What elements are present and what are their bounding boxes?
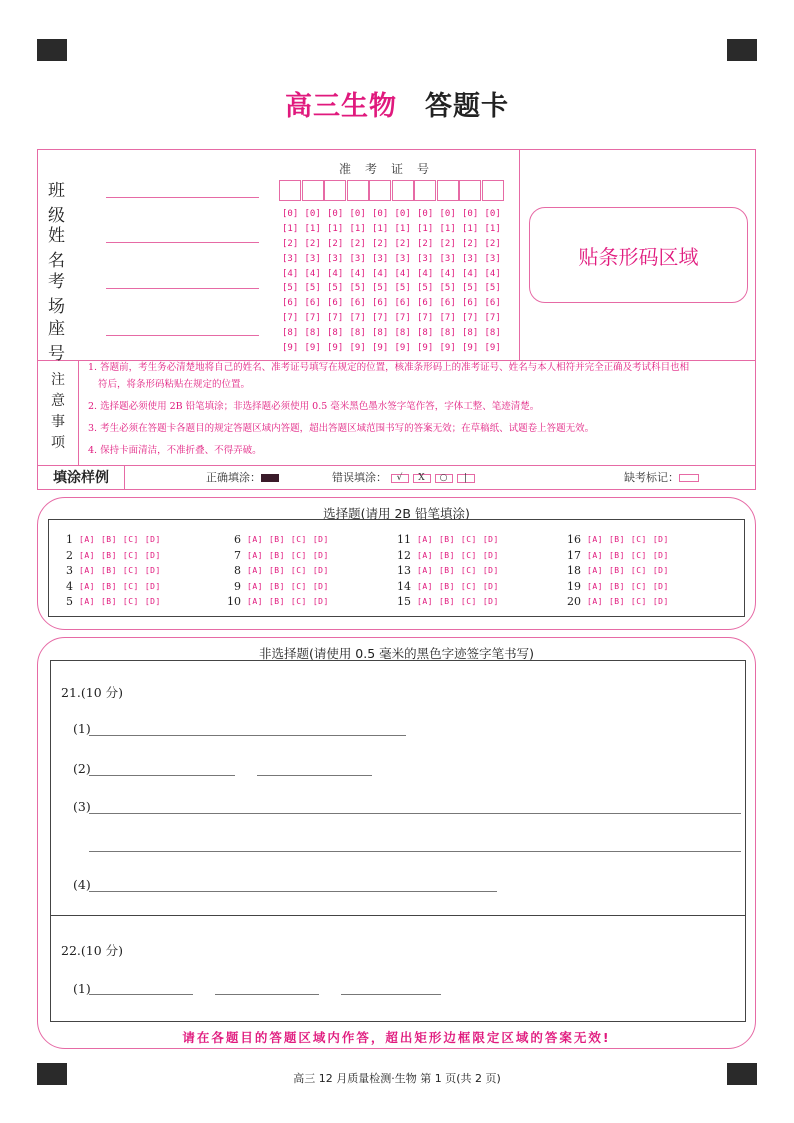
title-card: 答题卡 xyxy=(425,91,509,122)
q21-part-2-answer-line-b[interactable] xyxy=(257,775,372,776)
choice-question-row xyxy=(225,579,335,595)
digit-bubble[interactable]: [6] xyxy=(282,298,299,309)
digit-bubble[interactable]: [8] xyxy=(282,328,299,339)
option-bubble[interactable]: [C] xyxy=(460,597,477,607)
name-label: 姓 名 xyxy=(48,226,79,271)
answer-area-warning: 请在各题目的答题区域内作答，超出矩形边框限定区域的答案无效! xyxy=(182,1030,611,1045)
choice-question-row xyxy=(565,563,675,579)
question-number: 6 xyxy=(234,533,241,547)
exam-number-digit-row xyxy=(282,296,507,311)
option-bubble[interactable]: [D] xyxy=(482,550,499,560)
non-choice-answer-area xyxy=(50,660,746,1022)
option-bubble[interactable]: [D] xyxy=(482,581,499,591)
page-footer: 高三 12 月质量检测·生物 第 1 页(共 2 页) xyxy=(293,1072,501,1085)
digit-bubble[interactable]: [5] xyxy=(439,283,456,294)
header-box xyxy=(37,149,756,490)
question-divider xyxy=(51,915,745,916)
digit-bubble[interactable]: [3] xyxy=(417,253,434,264)
option-bubble[interactable]: [C] xyxy=(630,566,647,576)
digit-bubble[interactable]: [9] xyxy=(282,343,299,354)
notes-label-char: 意 xyxy=(51,393,65,409)
choice-question-row xyxy=(395,532,505,548)
option-bubble[interactable]: [A] xyxy=(417,550,433,560)
bar-mark-icon: | xyxy=(457,474,475,483)
option-bubble[interactable]: [D] xyxy=(652,535,669,545)
digit-bubble[interactable]: [2] xyxy=(304,238,321,249)
digit-bubble[interactable]: [1] xyxy=(394,223,411,234)
option-bubble[interactable]: [C] xyxy=(290,535,307,545)
option-bubble[interactable]: [C] xyxy=(630,535,647,545)
digit-bubble[interactable]: [8] xyxy=(304,328,321,339)
digit-bubble[interactable]: [4] xyxy=(327,268,344,279)
option-bubble[interactable]: [C] xyxy=(122,581,139,591)
digit-bubble[interactable]: [9] xyxy=(327,343,344,354)
choice-column xyxy=(57,532,167,610)
seat-field[interactable] xyxy=(48,314,268,364)
option-bubble[interactable]: [B] xyxy=(438,535,455,545)
option-bubble[interactable]: [C] xyxy=(290,566,307,576)
option-bubble[interactable]: [D] xyxy=(144,550,161,560)
choice-question-row xyxy=(225,532,335,548)
option-bubble[interactable]: [B] xyxy=(438,566,455,576)
digit-bubble[interactable]: [9] xyxy=(462,343,479,354)
q21-part-2-label: (2) xyxy=(73,761,91,776)
question-number: 16 xyxy=(567,533,581,547)
digit-bubble[interactable]: [1] xyxy=(484,223,501,234)
exam-number-digit-row xyxy=(282,326,507,341)
option-bubble[interactable]: [B] xyxy=(438,550,455,560)
q21-part-4-answer-line[interactable] xyxy=(89,891,497,892)
question-number: 20 xyxy=(567,595,581,609)
digit-bubble[interactable]: [8] xyxy=(439,328,456,339)
q21-part-1-answer-line[interactable] xyxy=(89,735,406,736)
question-21-header: 21.(10 分) xyxy=(61,685,124,700)
q21-part-3-answer-line-b[interactable] xyxy=(89,851,741,852)
option-bubble[interactable]: [B] xyxy=(100,597,117,607)
digit-bubble[interactable]: [5] xyxy=(417,283,434,294)
option-bubble[interactable]: [B] xyxy=(268,581,285,591)
exam-number-digit-row xyxy=(282,252,507,267)
digit-bubble[interactable]: [3] xyxy=(327,253,344,264)
digit-bubble[interactable]: [4] xyxy=(394,268,411,279)
digit-bubble[interactable]: [6] xyxy=(349,298,366,309)
seat-label: 座 号 xyxy=(48,319,79,364)
digit-bubble[interactable]: [4] xyxy=(349,268,366,279)
name-field[interactable] xyxy=(48,221,268,271)
choice-question-row xyxy=(395,594,505,610)
option-bubble[interactable]: [B] xyxy=(438,597,455,607)
option-bubble[interactable]: [A] xyxy=(417,566,433,576)
digit-bubble[interactable]: [8] xyxy=(484,328,501,339)
question-number: 13 xyxy=(397,564,411,578)
option-bubble[interactable]: [C] xyxy=(460,581,477,591)
fill-example-label: 填涂样例 xyxy=(53,470,109,486)
option-bubble[interactable]: [C] xyxy=(630,597,647,607)
option-bubble[interactable]: [D] xyxy=(652,550,669,560)
option-bubble[interactable]: [A] xyxy=(79,597,95,607)
option-bubble[interactable]: [B] xyxy=(608,535,625,545)
digit-bubble[interactable]: [6] xyxy=(304,298,321,309)
question-number: 5 xyxy=(66,595,73,609)
digit-bubble[interactable]: [5] xyxy=(282,283,299,294)
digit-bubble[interactable]: [0] xyxy=(372,209,389,219)
option-bubble[interactable]: [A] xyxy=(247,566,263,576)
exam-number-digit-row xyxy=(282,281,507,296)
question-number: 19 xyxy=(567,579,581,593)
digit-bubble[interactable]: [8] xyxy=(417,328,434,339)
option-bubble[interactable]: [D] xyxy=(652,566,669,576)
choice-question-row xyxy=(565,548,675,564)
option-bubble[interactable]: [B] xyxy=(100,581,117,591)
notes-list xyxy=(88,362,752,467)
question-number: 4 xyxy=(66,579,73,593)
option-bubble[interactable]: [D] xyxy=(144,535,161,545)
option-bubble[interactable]: [D] xyxy=(312,535,329,545)
question-number: 15 xyxy=(397,595,411,609)
digit-bubble[interactable]: [6] xyxy=(327,298,344,309)
digit-bubble[interactable]: [2] xyxy=(372,238,389,249)
registration-mark-top-left xyxy=(37,39,67,61)
note-item: 1. 答题前，考生务必清楚地将自己的姓名、准考证号填写在规定的位置，核准条形码上的准考证号、姓名与本人相符并完全正确及考试科目也相 xyxy=(88,362,690,373)
digit-bubble[interactable]: [6] xyxy=(462,298,479,309)
title-subject: 高三生物 xyxy=(285,91,397,122)
option-bubble[interactable]: [B] xyxy=(268,535,285,545)
question-number: 3 xyxy=(66,564,73,578)
digit-bubble[interactable]: [7] xyxy=(417,313,434,324)
digit-bubble[interactable]: [0] xyxy=(462,209,479,219)
question-number: 1 xyxy=(66,533,73,547)
note-item: 3. 考生必须在答题卡各题目的规定答题区域内答题，超出答题区域范围书写的答案无效；在草稿纸、试题卷上答题无效。 xyxy=(88,423,595,434)
exam-number-bubbles[interactable] xyxy=(282,207,507,356)
option-bubble[interactable]: [D] xyxy=(144,566,161,576)
option-bubble[interactable]: [A] xyxy=(79,566,95,576)
choice-question-row xyxy=(225,594,335,610)
digit-bubble[interactable]: [0] xyxy=(417,209,434,219)
digit-bubble[interactable]: [9] xyxy=(304,343,321,354)
option-bubble[interactable]: [B] xyxy=(100,566,117,576)
option-bubble[interactable]: [A] xyxy=(587,535,603,545)
option-bubble[interactable]: [C] xyxy=(122,566,139,576)
question-number: 10 xyxy=(227,595,241,609)
option-bubble[interactable]: [C] xyxy=(460,535,477,545)
digit-bubble[interactable]: [1] xyxy=(282,223,299,234)
question-number: 9 xyxy=(234,579,241,593)
digit-bubble[interactable]: [5] xyxy=(349,283,366,294)
digit-bubble[interactable]: [5] xyxy=(304,283,321,294)
exam-number-title: 准考证号 xyxy=(338,162,443,176)
digit-bubble[interactable]: [3] xyxy=(394,253,411,264)
non-choice-section xyxy=(37,637,756,1049)
choice-section xyxy=(37,497,756,630)
circle-mark-icon: ○ xyxy=(435,474,453,483)
option-bubble[interactable]: [A] xyxy=(247,535,263,545)
digit-bubble[interactable]: [2] xyxy=(394,238,411,249)
choice-question-row xyxy=(57,594,167,610)
question-number: 11 xyxy=(397,533,411,547)
option-bubble[interactable]: [D] xyxy=(144,597,161,607)
absent-mark-field[interactable]: 缺考标记： xyxy=(624,466,699,490)
digit-bubble[interactable]: [1] xyxy=(372,223,389,234)
option-bubble[interactable]: [B] xyxy=(608,566,625,576)
digit-bubble[interactable]: [6] xyxy=(484,298,501,309)
digit-bubble[interactable]: [8] xyxy=(462,328,479,339)
solid-fill-mark xyxy=(261,474,279,482)
option-bubble[interactable]: [B] xyxy=(268,550,285,560)
digit-bubble[interactable]: [4] xyxy=(304,268,321,279)
option-bubble[interactable]: [B] xyxy=(268,566,285,576)
digit-bubble[interactable]: [7] xyxy=(349,313,366,324)
option-bubble[interactable]: [D] xyxy=(144,581,161,591)
digit-bubble[interactable]: [7] xyxy=(484,313,501,324)
digit-bubble[interactable]: [5] xyxy=(327,283,344,294)
option-bubble[interactable]: [D] xyxy=(482,597,499,607)
digit-bubble[interactable]: [4] xyxy=(484,268,501,279)
q21-part-3-label: (3) xyxy=(73,799,91,814)
option-bubble[interactable]: [D] xyxy=(312,581,329,591)
digit-bubble[interactable]: [4] xyxy=(462,268,479,279)
digit-bubble[interactable]: [1] xyxy=(417,223,434,234)
choice-question-row xyxy=(57,579,167,595)
correct-fill-example: 正确填涂： xyxy=(206,466,279,490)
option-bubble[interactable]: [A] xyxy=(247,581,263,591)
digit-bubble[interactable]: [7] xyxy=(394,313,411,324)
choice-question-row xyxy=(57,532,167,548)
digit-bubble[interactable]: [2] xyxy=(484,238,501,249)
digit-bubble[interactable]: [9] xyxy=(372,343,389,354)
digit-bubble[interactable]: [9] xyxy=(394,343,411,354)
option-bubble[interactable]: [A] xyxy=(79,535,95,545)
choice-question-row xyxy=(395,548,505,564)
choice-column xyxy=(225,532,335,610)
option-bubble[interactable]: [C] xyxy=(122,597,139,607)
q21-part-2-answer-line-a[interactable] xyxy=(89,775,235,776)
option-bubble[interactable]: [D] xyxy=(312,550,329,560)
digit-bubble[interactable]: [3] xyxy=(484,253,501,264)
digit-bubble[interactable]: [0] xyxy=(484,209,501,219)
exam-number-digit-row xyxy=(282,207,507,222)
option-bubble[interactable]: [D] xyxy=(652,597,669,607)
exam-number-digit-row xyxy=(282,311,507,326)
digit-bubble[interactable]: [1] xyxy=(304,223,321,234)
digit-bubble[interactable]: [2] xyxy=(349,238,366,249)
exam-number-digit-row xyxy=(282,237,507,252)
choice-question-row xyxy=(225,563,335,579)
option-bubble[interactable]: [C] xyxy=(122,535,139,545)
exam-number-boxes[interactable] xyxy=(279,180,504,201)
barcode-area: 贴条形码区域 xyxy=(529,207,748,303)
digit-bubble[interactable]: [2] xyxy=(439,238,456,249)
digit-bubble[interactable]: [6] xyxy=(439,298,456,309)
digit-bubble[interactable]: [9] xyxy=(349,343,366,354)
digit-bubble[interactable]: [2] xyxy=(327,238,344,249)
question-number: 2 xyxy=(66,548,73,562)
notes-label xyxy=(38,370,78,454)
digit-bubble[interactable]: [6] xyxy=(372,298,389,309)
digit-bubble[interactable]: [3] xyxy=(304,253,321,264)
option-bubble[interactable]: [C] xyxy=(122,550,139,560)
digit-bubble[interactable]: [3] xyxy=(372,253,389,264)
digit-bubble[interactable]: [1] xyxy=(462,223,479,234)
question-number: 8 xyxy=(234,564,241,578)
digit-bubble[interactable]: [6] xyxy=(417,298,434,309)
notes-label-char: 事 xyxy=(51,414,65,430)
page-title xyxy=(0,84,794,123)
digit-bubble[interactable]: [8] xyxy=(372,328,389,339)
digit-bubble[interactable]: [1] xyxy=(439,223,456,234)
cross-mark-icon: X xyxy=(413,474,431,483)
option-bubble[interactable]: [B] xyxy=(608,597,625,607)
digit-bubble[interactable]: [3] xyxy=(282,253,299,264)
option-bubble[interactable]: [A] xyxy=(587,581,603,591)
digit-bubble[interactable]: [9] xyxy=(417,343,434,354)
digit-bubble[interactable]: [1] xyxy=(327,223,344,234)
exam-number-digit-row xyxy=(282,267,507,282)
option-bubble[interactable]: [B] xyxy=(268,597,285,607)
option-bubble[interactable]: [A] xyxy=(79,581,95,591)
digit-bubble[interactable]: [7] xyxy=(282,313,299,324)
choice-question-row xyxy=(565,594,675,610)
digit-bubble[interactable]: [9] xyxy=(484,343,501,354)
option-bubble[interactable]: [C] xyxy=(630,581,647,591)
option-bubble[interactable]: [A] xyxy=(417,597,433,607)
digit-bubble[interactable]: [3] xyxy=(462,253,479,264)
q21-part-4-label: (4) xyxy=(73,877,91,892)
digit-bubble[interactable]: [8] xyxy=(327,328,344,339)
class-field[interactable] xyxy=(48,176,268,226)
question-number: 18 xyxy=(567,564,581,578)
option-bubble[interactable]: [A] xyxy=(417,535,433,545)
option-bubble[interactable]: [D] xyxy=(482,566,499,576)
q21-part-1-label: (1) xyxy=(73,721,91,736)
exam-number-digit-row xyxy=(282,341,507,356)
option-bubble[interactable]: [C] xyxy=(460,566,477,576)
digit-bubble[interactable]: [8] xyxy=(349,328,366,339)
wrong-fill-example: 错误填涂： √ X ○ | xyxy=(332,466,475,490)
exam-room-label: 考 场 xyxy=(48,272,79,317)
option-bubble[interactable]: [B] xyxy=(100,550,117,560)
option-bubble[interactable]: [B] xyxy=(608,550,625,560)
registration-mark-top-right xyxy=(727,39,757,61)
option-bubble[interactable]: [A] xyxy=(247,597,263,607)
question-number: 17 xyxy=(567,548,581,562)
option-bubble[interactable]: [C] xyxy=(290,581,307,591)
digit-bubble[interactable]: [7] xyxy=(462,313,479,324)
option-bubble[interactable]: [D] xyxy=(312,597,329,607)
digit-bubble[interactable]: [0] xyxy=(394,209,411,219)
choice-section-title: 选择题(请用 2B 铅笔填涂) xyxy=(323,506,470,521)
notes-label-char: 注 xyxy=(51,372,65,388)
q21-part-3-answer-line-a[interactable] xyxy=(89,813,741,814)
digit-bubble[interactable]: [8] xyxy=(394,328,411,339)
option-bubble[interactable]: [D] xyxy=(482,535,499,545)
option-bubble[interactable]: [B] xyxy=(438,581,455,591)
exam-room-field[interactable] xyxy=(48,267,268,317)
choice-question-row xyxy=(565,579,675,595)
non-choice-section-title: 非选择题(请使用 0.5 毫米的黑色字迹签字笔书写) xyxy=(258,646,535,661)
digit-bubble[interactable]: [6] xyxy=(394,298,411,309)
option-bubble[interactable]: [C] xyxy=(290,597,307,607)
digit-bubble[interactable]: [5] xyxy=(484,283,501,294)
question-number: 12 xyxy=(397,548,411,562)
note-item: 2. 选择题必须使用 2B 铅笔填涂；非选择题必须使用 0.5 毫米黑色墨水签字笔作答，字体工整、笔迹清楚。 xyxy=(88,401,540,412)
digit-bubble[interactable]: [0] xyxy=(439,209,456,219)
choice-answer-grid[interactable] xyxy=(48,519,745,617)
digit-bubble[interactable]: [3] xyxy=(349,253,366,264)
exam-number-digit-row xyxy=(282,222,507,237)
absent-checkbox[interactable] xyxy=(679,474,699,482)
digit-bubble[interactable]: [7] xyxy=(304,313,321,324)
choice-question-row xyxy=(395,579,505,595)
digit-bubble[interactable]: [5] xyxy=(394,283,411,294)
option-bubble[interactable]: [D] xyxy=(652,581,669,591)
digit-bubble[interactable]: [0] xyxy=(327,209,344,219)
q22-part-1-answer-line-a[interactable] xyxy=(89,994,193,995)
digit-bubble[interactable]: [7] xyxy=(439,313,456,324)
check-mark-icon: √ xyxy=(391,474,409,483)
choice-column xyxy=(565,532,675,610)
choice-column xyxy=(395,532,505,610)
option-bubble[interactable]: [A] xyxy=(417,581,433,591)
note-item: 4. 保持卡面清洁，不准折叠、不得弄破。 xyxy=(88,445,262,456)
digit-bubble[interactable]: [4] xyxy=(439,268,456,279)
question-22-header: 22.(10 分) xyxy=(61,943,124,958)
question-number: 14 xyxy=(397,579,411,593)
option-bubble[interactable]: [C] xyxy=(630,550,647,560)
digit-bubble[interactable]: [9] xyxy=(439,343,456,354)
option-bubble[interactable]: [A] xyxy=(247,550,263,560)
choice-question-row xyxy=(565,532,675,548)
q22-part-1-answer-line-c[interactable] xyxy=(341,994,441,995)
digit-bubble[interactable]: [4] xyxy=(372,268,389,279)
digit-bubble[interactable]: [0] xyxy=(282,209,299,219)
digit-bubble[interactable]: [4] xyxy=(417,268,434,279)
choice-question-row xyxy=(57,563,167,579)
option-bubble[interactable]: [A] xyxy=(587,597,603,607)
option-bubble[interactable]: [B] xyxy=(100,535,117,545)
note-item: 符后，将条形码粘贴在规定的位置。 xyxy=(98,379,251,390)
q22-part-1-label: (1) xyxy=(73,981,91,996)
digit-bubble[interactable]: [0] xyxy=(349,209,366,219)
digit-bubble[interactable]: [0] xyxy=(304,209,321,219)
option-bubble[interactable]: [A] xyxy=(79,550,95,560)
option-bubble[interactable]: [A] xyxy=(587,566,603,576)
question-number: 7 xyxy=(234,548,241,562)
digit-bubble[interactable]: [4] xyxy=(282,268,299,279)
digit-bubble[interactable]: [5] xyxy=(372,283,389,294)
digit-bubble[interactable]: [2] xyxy=(417,238,434,249)
notes-label-char: 项 xyxy=(51,435,65,451)
class-label: 班 级 xyxy=(48,181,79,226)
option-bubble[interactable]: [C] xyxy=(460,550,477,560)
option-bubble[interactable]: [A] xyxy=(587,550,603,560)
option-bubble[interactable]: [D] xyxy=(312,566,329,576)
choice-question-row xyxy=(395,563,505,579)
q22-part-1-answer-line-b[interactable] xyxy=(215,994,319,995)
digit-bubble[interactable]: [1] xyxy=(349,223,366,234)
digit-bubble[interactable]: [2] xyxy=(282,238,299,249)
digit-bubble[interactable]: [7] xyxy=(327,313,344,324)
option-bubble[interactable]: [B] xyxy=(608,581,625,591)
digit-bubble[interactable]: [2] xyxy=(462,238,479,249)
option-bubble[interactable]: [C] xyxy=(290,550,307,560)
digit-bubble[interactable]: [5] xyxy=(462,283,479,294)
choice-question-row xyxy=(225,548,335,564)
choice-question-row xyxy=(57,548,167,564)
digit-bubble[interactable]: [3] xyxy=(439,253,456,264)
digit-bubble[interactable]: [7] xyxy=(372,313,389,324)
